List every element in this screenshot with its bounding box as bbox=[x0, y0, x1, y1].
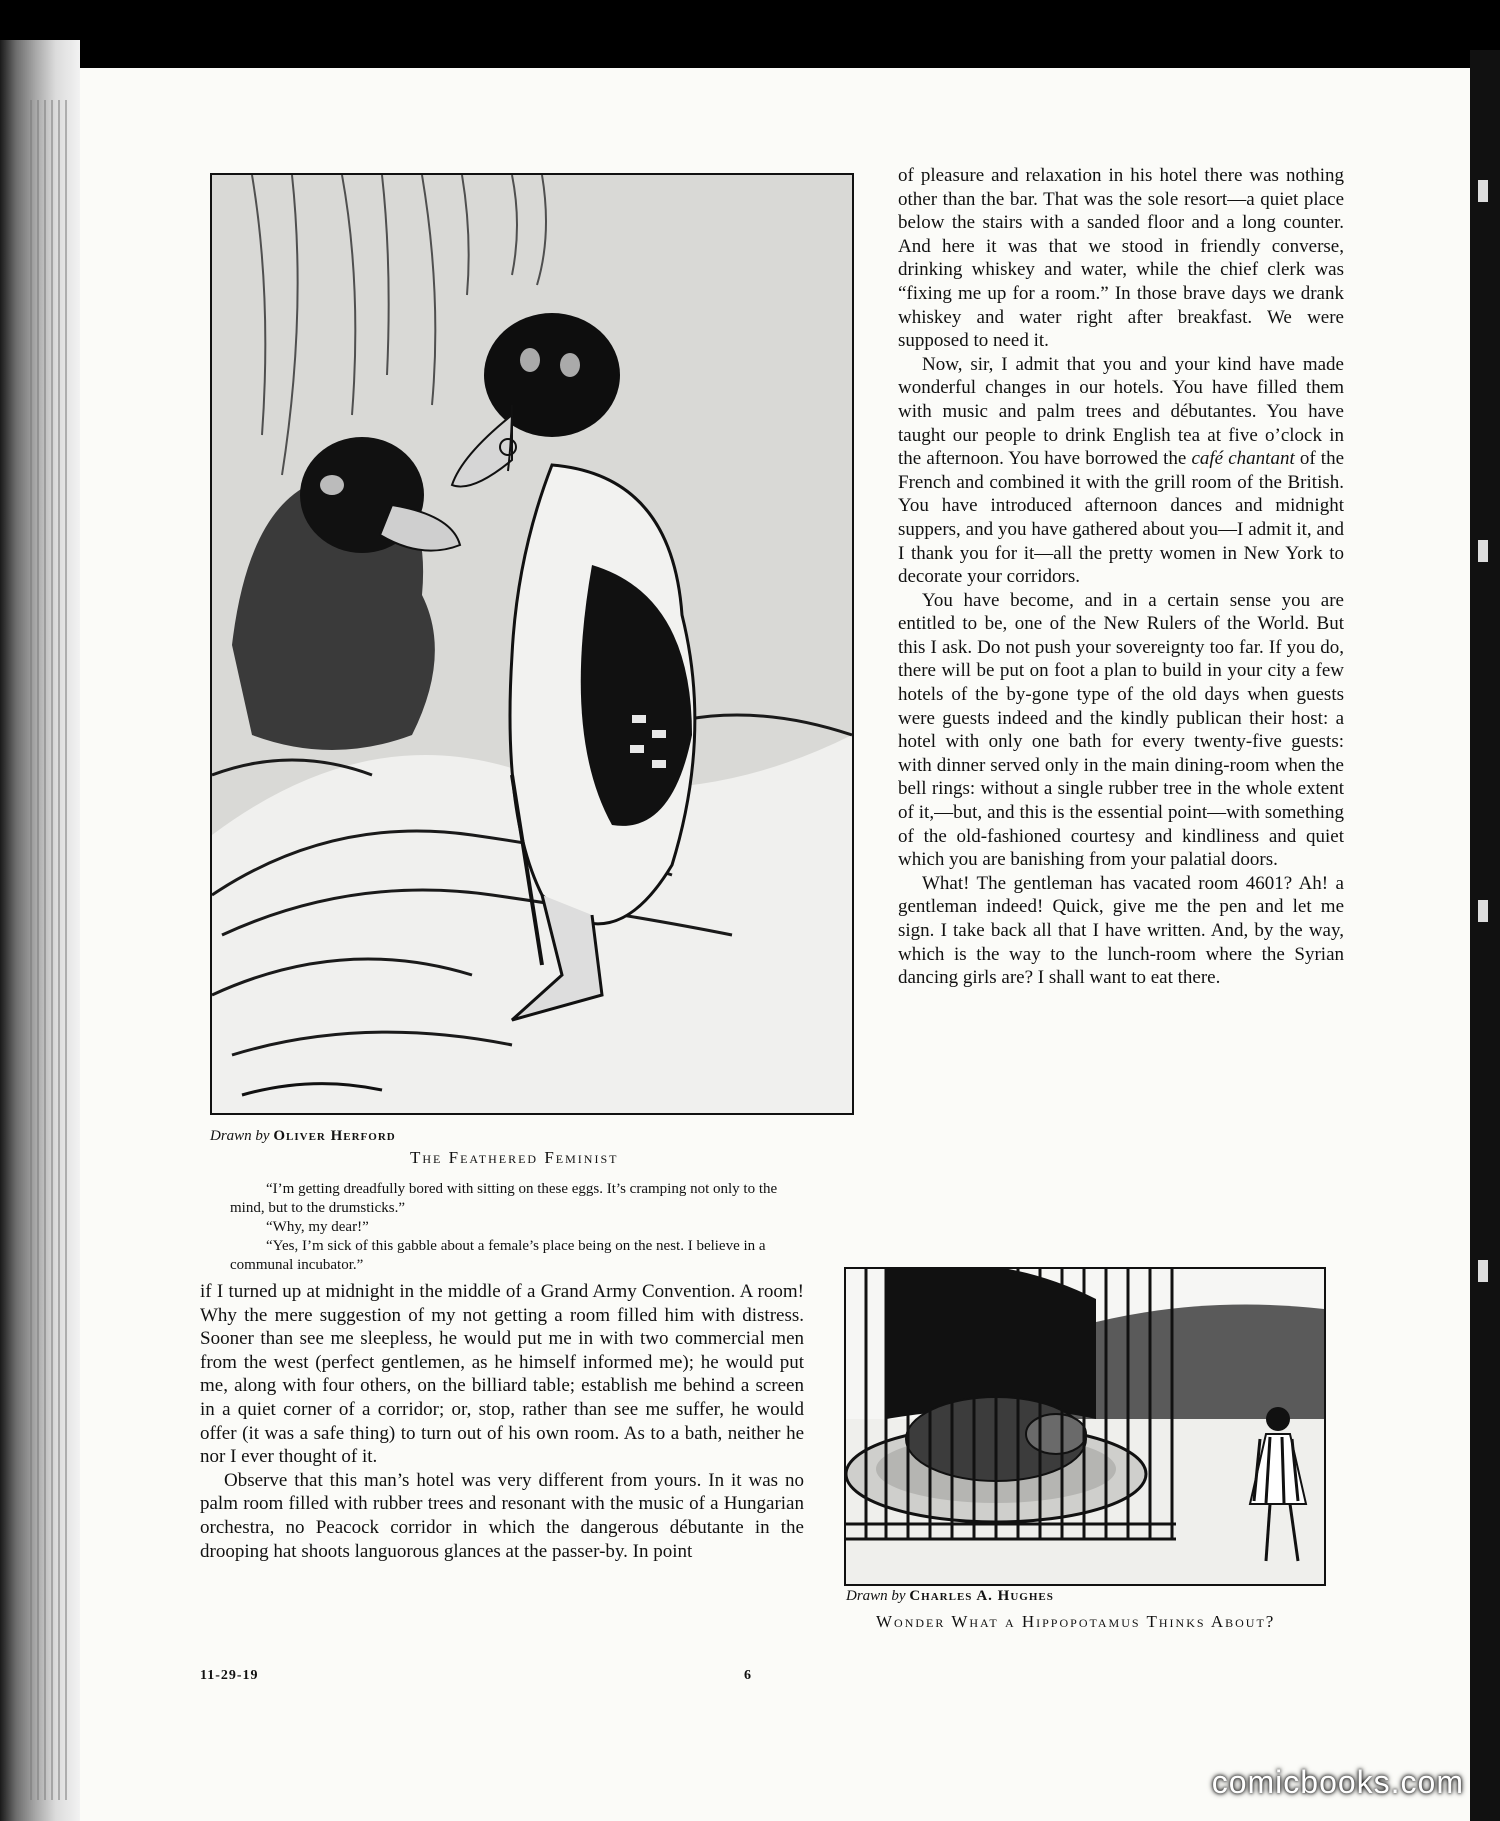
site-watermark: comicbooks.com bbox=[1211, 1764, 1464, 1800]
italic-phrase: café chantant bbox=[1191, 448, 1295, 470]
duck-illustration bbox=[210, 173, 854, 1115]
hippo-illustration bbox=[844, 1267, 1326, 1586]
right-paragraph-text: of the French and combined it with the grill room of the British. You have introduced afternoon dances and midnight suppers, and you have gathered about you—I admit it, and I thank you for it—all the pretty women in New York to decorate your corridors. bbox=[898, 448, 1345, 588]
duck-artist-name: Oliver Herford bbox=[273, 1128, 396, 1144]
right-paragraph: You have become, and in a certain sense you are entitled to be, one of the New Rulers of the World. But this I ask. Do not push your sovereignty too far. If you do, there will be put on foot a plan to build in your city a few hotels of the by-gone type of the old days when guests were guests indeed and the kindly publican their host: a hotel with only one bath for every twenty-five guests: with dinner served only in the main dining-room when the bell rings: without a single rubber tree in the whole extent of it,—but, and this is the essential point—with something of the old-fashioned courtesy and kindliness and quiet which you are banishing from your palatial doors. bbox=[898, 589, 1344, 871]
hippo-credit bbox=[846, 1588, 1054, 1605]
left-column bbox=[200, 1280, 804, 1563]
duck-cartoon-title: The Feathered Feminist bbox=[410, 1148, 619, 1167]
page-edge-right bbox=[1470, 50, 1500, 1821]
edge-mark bbox=[1478, 900, 1488, 922]
right-paragraph bbox=[898, 353, 1344, 589]
duck-credit-prefix: Drawn by bbox=[210, 1128, 270, 1144]
duck-caption bbox=[230, 1180, 786, 1275]
edge-mark bbox=[1478, 540, 1488, 562]
page-number: 6 bbox=[744, 1668, 752, 1683]
edge-mark bbox=[1478, 1260, 1488, 1282]
right-paragraph-text: Now, sir, I admit that you and your kind have made wonderful changes in our hotels. You have filled them with music and palm trees and débutantes. You have taught our people to drink English tea at five o’clock in the afternoon. You have borrowed the bbox=[898, 353, 1344, 470]
left-paragraph: if I turned up at midnight in the middle of a Grand Army Convention. A room! Why the mere suggestion of my not getting a room filled him with distress. Sooner than see me sleepless, he would put me in with two commercial men from the west (perfect gentlemen, as he himself informed me); he would put me, along with four others, on the billiard table; establish me behind a screen in a quiet corner of a corridor; or, stop, rather than see me suffer, he would offer (it was a safe thing) to turn out of his own room. As to a bath, neither he nor I ever thought of it. bbox=[200, 1281, 804, 1468]
hippo-artist-name: Charles A. Hughes bbox=[909, 1588, 1054, 1604]
left-paragraph: Observe that this man’s hotel was very different from yours. In it was no palm room filled with rubber trees and resonant with the music of a Hungarian orchestra, no Peacock corridor in which the dangerous débutante in the drooping hat shoots languorous glances at the passer-by. In point bbox=[200, 1469, 804, 1562]
duck-caption-line: “Why, my dear!” bbox=[266, 1219, 369, 1235]
right-paragraph: of pleasure and relaxation in his hotel there was nothing other than the bar. That was the sole resort—a quiet place below the stairs with a sanded floor and a long counter. And here it was that we stood in friendly converse, drinking whiskey and water, while the chief clerk was “fixing me up for a room.” In those brave days we drank whiskey and water right after breakfast. We were supposed to need it. bbox=[898, 165, 1344, 352]
duck-credit bbox=[210, 1128, 396, 1145]
edge-mark bbox=[1478, 180, 1488, 202]
hippo-credit-prefix: Drawn by bbox=[846, 1588, 906, 1604]
duck-caption-line: “Yes, I’m sick of this gabble about a female’s place being on the nest. I believe in a communal incubator.” bbox=[230, 1238, 766, 1273]
issue-date: 11-29-19 bbox=[200, 1668, 259, 1683]
right-column bbox=[898, 164, 1344, 990]
right-paragraph: What! The gentleman has vacated room 4601? Ah! a gentleman indeed! Quick, give me the pen and let me sign. I take back all that I have written. And, by the way, which is the way to the lunch-room where the Syrian dancing girls are? I shall want to eat there. bbox=[898, 872, 1344, 989]
spine-page-edges bbox=[30, 100, 70, 1800]
hippo-cartoon-title: Wonder What a Hippopotamus Thinks About? bbox=[876, 1612, 1276, 1631]
duck-caption-line: “I’m getting dreadfully bored with sitting on these eggs. It’s cramping not only to the mind, but to the drumsticks.” bbox=[230, 1181, 778, 1216]
book-spine bbox=[0, 40, 80, 1821]
